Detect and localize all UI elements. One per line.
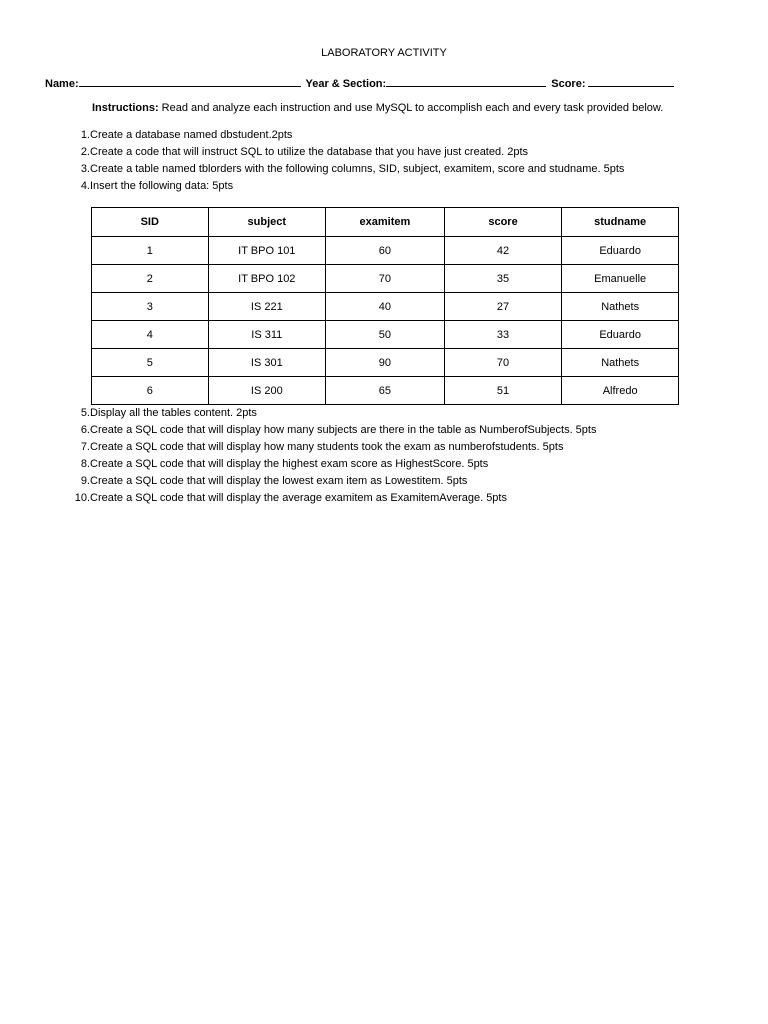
task-text: Create a SQL code that will display how many students took the exam as numberofstudents. 5pts — [90, 441, 564, 453]
name-blank[interactable] — [79, 75, 301, 87]
table-cell: Nathets — [562, 293, 679, 321]
table-cell: 70 — [444, 349, 562, 377]
table-cell: Emanuelle — [562, 265, 679, 293]
table-cell: 5 — [92, 349, 209, 377]
list-item — [60, 144, 700, 161]
table-cell: IT BPO 101 — [208, 237, 326, 265]
instructions-label: Instructions: — [92, 102, 159, 114]
table-cell: IS 200 — [208, 377, 326, 405]
table-cell: 3 — [92, 293, 209, 321]
name-label: Name: — [45, 78, 79, 90]
list-item — [60, 178, 700, 195]
task-text: Create a SQL code that will display the highest exam score as HighestScore. 5pts — [90, 458, 489, 470]
task-number: 10. — [74, 492, 90, 504]
table-cell: Nathets — [562, 349, 679, 377]
table-cell: IS 311 — [208, 321, 326, 349]
table-cell: 6 — [92, 377, 209, 405]
table-cell: IS 221 — [208, 293, 326, 321]
table-cell: 60 — [326, 237, 445, 265]
table-cell: 70 — [326, 265, 445, 293]
column-header-subject: subject — [208, 208, 326, 237]
column-header-examitem: examitem — [326, 208, 445, 237]
task-list-part1 — [60, 127, 700, 195]
data-table — [91, 207, 679, 405]
task-number: 9. — [80, 475, 90, 487]
task-list-part2 — [60, 405, 700, 507]
list-item — [60, 127, 700, 144]
table-cell: 2 — [92, 265, 209, 293]
task-number: 7. — [80, 441, 90, 453]
task-number: 3. — [80, 163, 90, 175]
task-number: 8. — [80, 458, 90, 470]
table-row — [92, 349, 679, 377]
table-cell: 90 — [326, 349, 445, 377]
task-text: Create a table named tblorders with the following columns, SID, subject, examitem, score and studname. 5pts — [90, 163, 625, 175]
task-text: Display all the tables content. 2pts — [90, 407, 257, 419]
table-cell: 42 — [444, 237, 562, 265]
table-cell: Alfredo — [562, 377, 679, 405]
list-item — [60, 456, 700, 473]
task-number: 4. — [80, 180, 90, 192]
task-text: Create a SQL code that will display the lowest exam item as Lowestitem. 5pts — [90, 475, 468, 487]
table-row — [92, 321, 679, 349]
list-item — [60, 439, 700, 456]
score-blank[interactable] — [588, 75, 674, 87]
column-header-sid: SID — [92, 208, 209, 237]
task-number: 6. — [80, 424, 90, 436]
table-cell: 4 — [92, 321, 209, 349]
task-number: 2. — [80, 146, 90, 158]
table-cell: Eduardo — [562, 237, 679, 265]
task-text: Insert the following data: 5pts — [90, 180, 234, 192]
task-text: Create a database named dbstudent.2pts — [90, 129, 293, 141]
list-item — [60, 161, 700, 178]
table-cell: Eduardo — [562, 321, 679, 349]
column-header-score: score — [444, 208, 562, 237]
instructions-text: Read and analyze each instruction and use MySQL to accomplish each and every task provided below. — [158, 102, 664, 114]
table-row — [92, 237, 679, 265]
list-item — [60, 422, 700, 439]
table-row — [92, 293, 679, 321]
task-number: 5. — [80, 407, 90, 419]
task-text: Create a code that will instruct SQL to utilize the database that you have just created. 2pts — [90, 146, 529, 158]
table-row — [92, 265, 679, 293]
task-text: Create a SQL code that will display the average examitem as ExamitemAverage. 5pts — [90, 492, 507, 504]
table-cell: IT BPO 102 — [208, 265, 326, 293]
score-label: Score: — [551, 78, 586, 90]
table-cell: 35 — [444, 265, 562, 293]
table-cell: 27 — [444, 293, 562, 321]
year-section-blank[interactable] — [386, 75, 546, 87]
instructions — [92, 102, 692, 114]
table-cell: 50 — [326, 321, 445, 349]
table-cell: 51 — [444, 377, 562, 405]
table-row — [92, 377, 679, 405]
task-number: 1. — [80, 129, 90, 141]
table-cell: 65 — [326, 377, 445, 405]
table-cell: 1 — [92, 237, 209, 265]
student-info-line — [45, 75, 685, 90]
list-item — [60, 490, 700, 507]
table-header-row — [92, 208, 679, 237]
table-cell: 40 — [326, 293, 445, 321]
page-title: LABORATORY ACTIVITY — [321, 47, 447, 59]
list-item — [60, 405, 700, 422]
table-cell: 33 — [444, 321, 562, 349]
year-section-label: Year & Section: — [305, 78, 387, 90]
column-header-studname: studname — [562, 208, 679, 237]
list-item — [60, 473, 700, 490]
table-cell: IS 301 — [208, 349, 326, 377]
task-text: Create a SQL code that will display how many subjects are there in the table as NumberofSubjects. 5pts — [90, 424, 597, 436]
